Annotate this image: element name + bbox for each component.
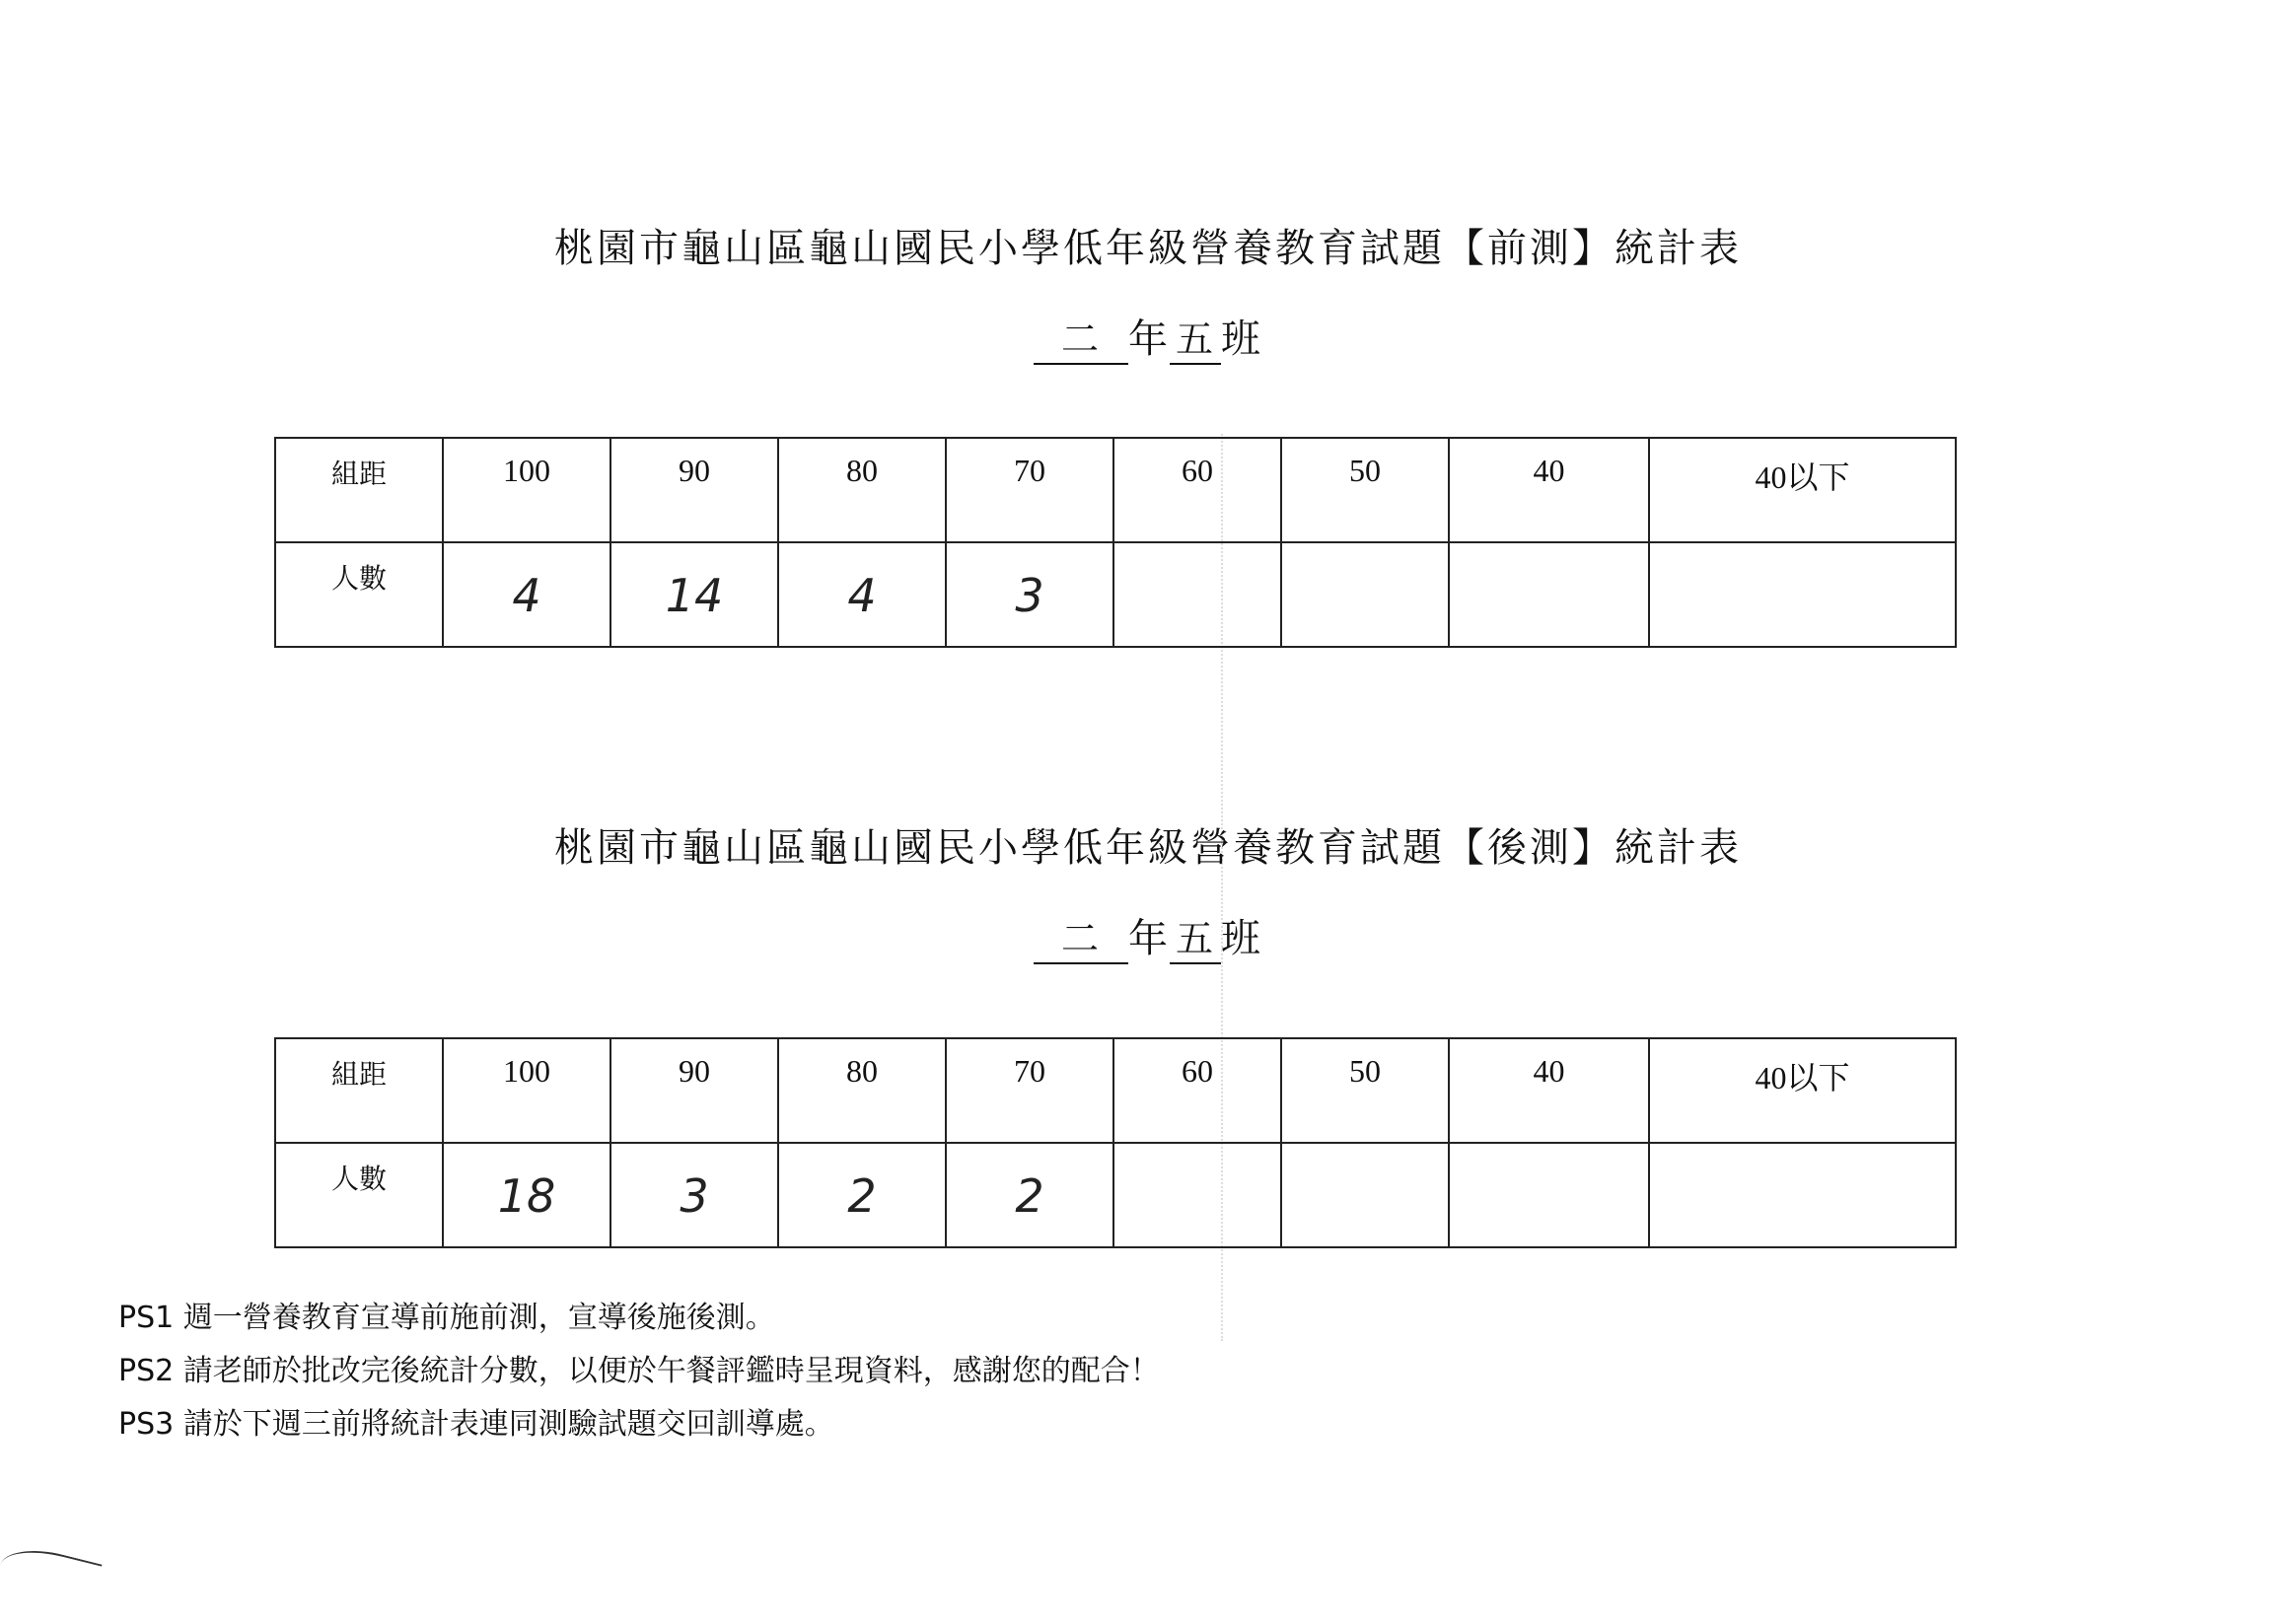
range-cell: 40 (1533, 1053, 1565, 1089)
count-cell: 4 (847, 569, 877, 622)
row-header-range: 組距 (330, 458, 387, 490)
range-cell: 60 (1182, 1053, 1213, 1089)
scan-edge-mark (0, 1541, 103, 1605)
post-test-title: 桃園市龜山區龜山國民小學低年級營養教育試題【後測】統計表 (554, 825, 1742, 871)
post-test-class-line (0, 907, 2296, 964)
range-cell: 50 (1349, 1053, 1381, 1089)
pre-test-grade: 二 (1034, 309, 1128, 365)
count-cell: 3 (680, 1169, 709, 1223)
row-header-cell (275, 1143, 443, 1247)
count-cell: 4 (512, 569, 541, 622)
note-ps3: PS3 請於下週三前將統計表連同測驗試題交回訓導處。 (118, 1407, 834, 1442)
count-cell (1650, 543, 1955, 569)
count-cell (1114, 1144, 1280, 1169)
range-cell: 100 (503, 453, 550, 488)
pre-test-range-row (275, 438, 1956, 542)
count-cell (1282, 543, 1448, 569)
count-cell (1282, 1144, 1448, 1169)
pre-test-table (274, 437, 1957, 648)
range-cell: 70 (1014, 1053, 1045, 1089)
pre-test-grade-suffix: 年 (1128, 317, 1170, 362)
range-cell: 80 (846, 1053, 878, 1089)
range-cell: 40以下 (1755, 1060, 1850, 1095)
post-test-range-row (275, 1038, 1956, 1143)
range-cell: 80 (846, 453, 878, 488)
range-cell: 70 (1014, 453, 1045, 488)
count-cell (1450, 1144, 1648, 1169)
row-header-count: 人數 (330, 562, 387, 595)
range-cell: 40以下 (1755, 459, 1850, 495)
row-header-cell (275, 1038, 443, 1143)
count-cell: 2 (1015, 1169, 1044, 1223)
count-cell: 2 (847, 1169, 877, 1223)
notes-block (118, 1292, 1160, 1451)
pre-test-title: 桃園市龜山區龜山國民小學低年級營養教育試題【前測】統計表 (554, 226, 1742, 271)
count-cell: 18 (497, 1169, 556, 1223)
note-ps1: PS1 週一營養教育宣導前施前測，宣導後施後測。 (118, 1301, 775, 1335)
range-cell: 40 (1533, 453, 1565, 488)
pre-test-class-suffix: 班 (1221, 317, 1262, 362)
post-test-count-row (275, 1143, 1956, 1247)
post-test-grade: 二 (1034, 908, 1128, 964)
pre-test-count-row (275, 542, 1956, 647)
row-header-range: 組距 (330, 1058, 387, 1091)
row-header-cell (275, 542, 443, 647)
post-test-class: 五 (1170, 908, 1221, 964)
range-cell: 90 (679, 453, 710, 488)
row-header-count: 人數 (330, 1163, 387, 1195)
count-cell: 3 (1015, 569, 1044, 622)
count-cell (1114, 543, 1280, 569)
post-test-grade-suffix: 年 (1128, 916, 1170, 961)
post-test-table (274, 1037, 1957, 1248)
pre-test-class: 五 (1170, 309, 1221, 365)
range-cell: 60 (1182, 453, 1213, 488)
pre-test-class-line (0, 308, 2296, 365)
range-cell: 90 (679, 1053, 710, 1089)
count-cell (1450, 543, 1648, 569)
note-ps2: PS2 請老師於批改完後統計分數，以便於午餐評鑑時呈現資料，感謝您的配合！ (118, 1354, 1160, 1388)
range-cell: 50 (1349, 453, 1381, 488)
row-header-cell (275, 438, 443, 542)
count-cell: 14 (665, 569, 724, 622)
range-cell: 100 (503, 1053, 550, 1089)
count-cell (1650, 1144, 1955, 1169)
post-test-class-suffix: 班 (1221, 916, 1262, 961)
